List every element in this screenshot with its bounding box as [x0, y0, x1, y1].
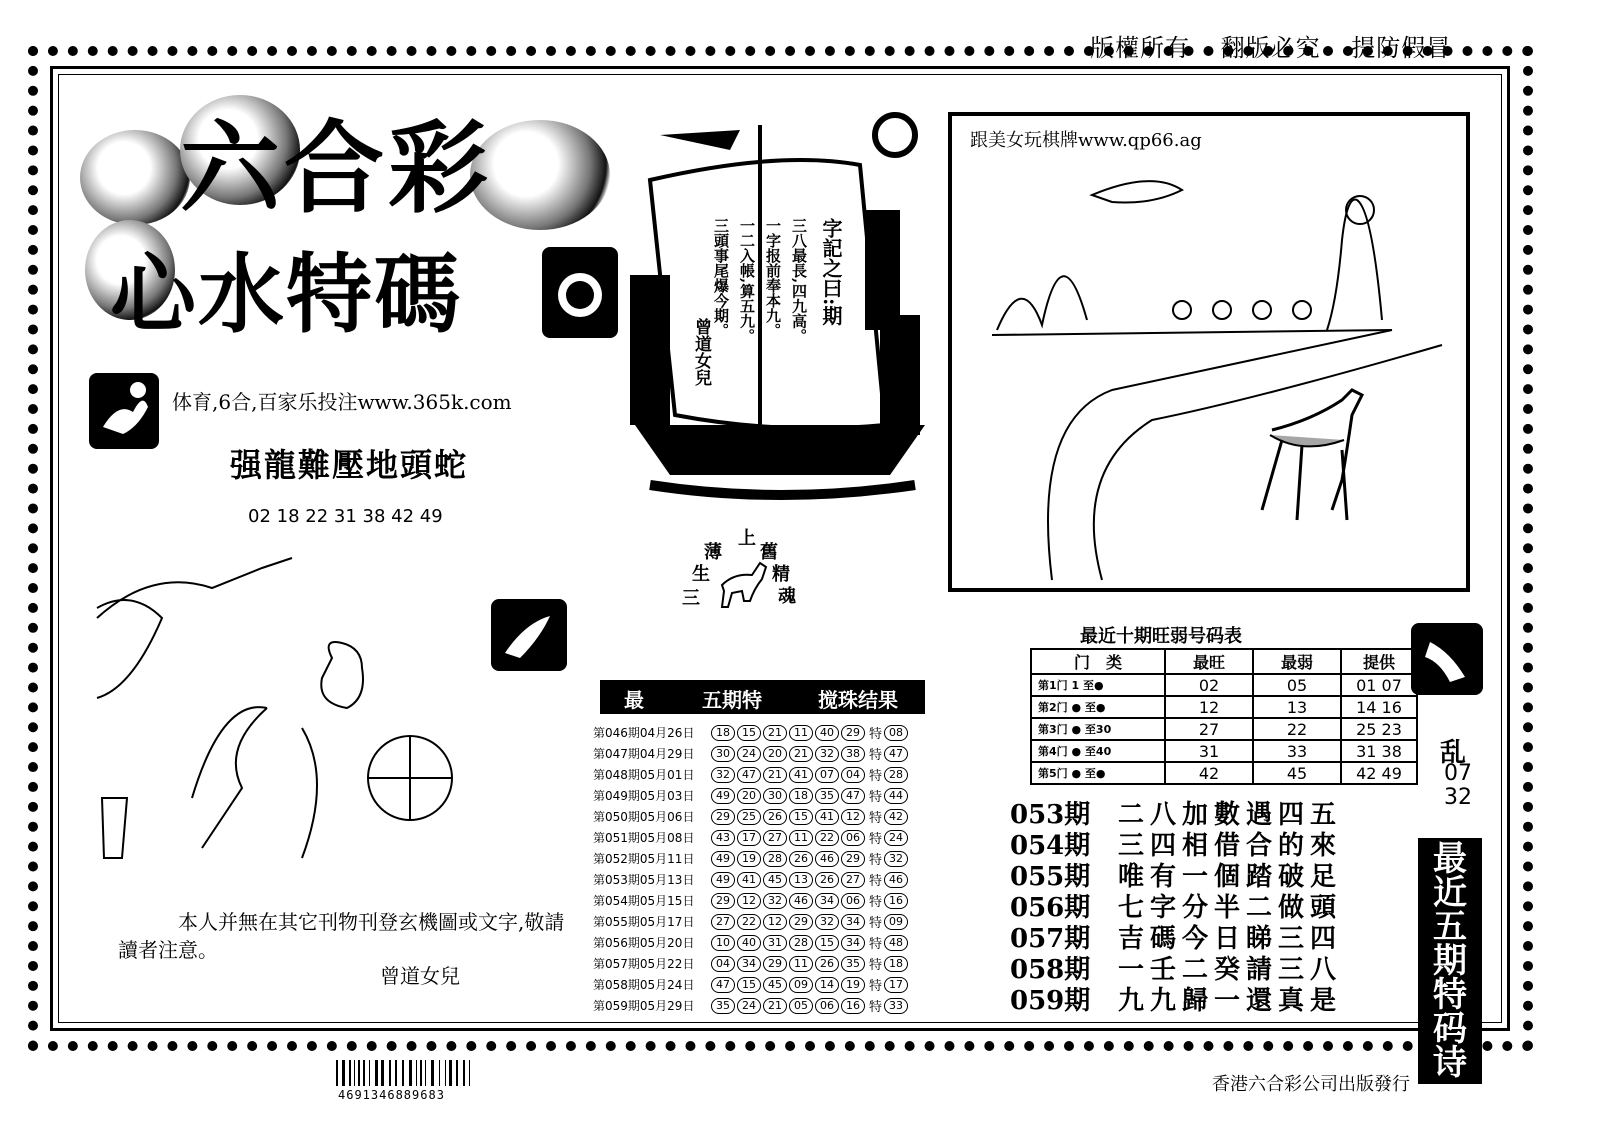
poem-issue: 056期: [1010, 893, 1091, 923]
result-ball: 29: [711, 809, 735, 825]
poem-issue: 057期: [1010, 924, 1091, 954]
ship-line-1: 三八最長,四九高。: [790, 218, 808, 344]
table-cell-provide: 31 38: [1341, 740, 1417, 762]
poem-issue: 058期: [1010, 955, 1091, 985]
barcode-bar: [375, 1060, 378, 1086]
result-date: 第055期05月17日: [593, 915, 695, 929]
horse-icon: [714, 555, 772, 611]
hand-icon: [1410, 622, 1484, 696]
draw-results-list: [593, 722, 910, 1016]
special-ball: 47: [884, 746, 908, 762]
table-cell-gate: 第5门 ● 至●: [1031, 762, 1165, 784]
result-date: 第054期05月15日: [593, 894, 695, 908]
result-ball: 26: [815, 956, 839, 972]
result-ball: 28: [789, 935, 813, 951]
ship-title: 字記之曰:期: [819, 218, 843, 326]
result-ball: 43: [711, 830, 735, 846]
side-glyph: 乱: [1440, 738, 1467, 768]
result-ball: 34: [815, 893, 839, 909]
table-cell-max: 27: [1165, 718, 1253, 740]
special-ball: 42: [884, 809, 908, 825]
hand-icon: [88, 372, 160, 450]
result-ball: 40: [737, 935, 761, 951]
table-row: [1031, 762, 1417, 784]
result-ball: 47: [737, 767, 761, 783]
special-marker: 特: [869, 853, 883, 868]
results-header-part: 五期特: [702, 688, 762, 712]
result-ball: 29: [789, 914, 813, 930]
barcode-bar: [445, 1060, 446, 1086]
result-ball: 11: [789, 956, 813, 972]
side-code-line: 07: [1444, 761, 1472, 786]
table-row: [1031, 740, 1417, 762]
result-ball: 26: [789, 851, 813, 867]
horse-char: 魂: [778, 586, 796, 607]
result-ball: 38: [841, 746, 865, 762]
barcode: [334, 1060, 474, 1088]
table-cell-min: 33: [1253, 740, 1341, 762]
side-code: [1444, 762, 1472, 810]
deer-landscape-illustration: [952, 150, 1466, 588]
poem-issue: 059期: [1010, 986, 1091, 1016]
result-ball: 32: [763, 893, 787, 909]
poem-line: [1010, 986, 1342, 1017]
result-ball: 35: [711, 998, 735, 1014]
result-date: 第059期05月29日: [593, 999, 695, 1013]
table-cell-provide: 25 23: [1341, 718, 1417, 740]
table-header: 最旺: [1165, 649, 1253, 674]
result-date: 第058期05月24日: [593, 978, 695, 992]
results-header: [600, 680, 925, 714]
slogan: 强龍難壓地頭蛇: [230, 446, 469, 484]
table-cell-max: 31: [1165, 740, 1253, 762]
result-ball: 21: [789, 746, 813, 762]
special-marker: 特: [869, 916, 883, 931]
result-ball: 15: [815, 935, 839, 951]
special-ball: 48: [884, 935, 908, 951]
result-ball: 06: [841, 893, 865, 909]
ship-line-3: 一二入帳,算五九。: [738, 218, 756, 344]
result-row: [593, 785, 910, 806]
ship-author: 曾道女兒: [691, 318, 711, 386]
result-ball: 41: [789, 767, 813, 783]
result-ball: 32: [815, 914, 839, 930]
poem-text: 七字分半二做頭: [1118, 893, 1343, 923]
copyright-text-1: 版權所有: [1090, 34, 1190, 62]
special-marker: 特: [869, 1000, 883, 1015]
result-ball: 35: [841, 956, 865, 972]
poem-text: 唯有一個踏破足: [1118, 862, 1343, 892]
special-ball: 24: [884, 830, 908, 846]
poem-text: 吉碼今日睇三四: [1118, 924, 1343, 954]
result-ball: 20: [737, 788, 761, 804]
result-ball: 32: [711, 767, 735, 783]
special-ball: 08: [884, 725, 908, 741]
table-cell-min: 13: [1253, 696, 1341, 718]
result-ball: 04: [841, 767, 865, 783]
result-ball: 47: [711, 977, 735, 993]
poem-issue: 055期: [1010, 862, 1091, 892]
result-ball: 15: [789, 809, 813, 825]
result-ball: 49: [711, 788, 735, 804]
result-row: [593, 869, 910, 890]
special-ball: 16: [884, 893, 908, 909]
result-ball: 21: [763, 767, 787, 783]
result-row: [593, 995, 910, 1016]
special-ball: 09: [884, 914, 908, 930]
fruit-icon: [540, 245, 620, 340]
barcode-number: 4691346889683: [338, 1088, 445, 1102]
result-row: [593, 932, 910, 953]
special-ball: 44: [884, 788, 908, 804]
special-ball: 17: [884, 977, 908, 993]
barcode-bar: [389, 1060, 391, 1086]
special-marker: 特: [869, 727, 883, 742]
result-ball: 15: [737, 725, 761, 741]
halo-decoration: [80, 130, 190, 225]
result-ball: 45: [763, 872, 787, 888]
result-ball: 17: [737, 830, 761, 846]
result-date: 第048期05月01日: [593, 768, 695, 782]
barcode-bar: [469, 1060, 470, 1086]
result-ball: 11: [789, 725, 813, 741]
table-header: 最弱: [1253, 649, 1341, 674]
special-marker: 特: [869, 979, 883, 994]
special-ball: 33: [884, 998, 908, 1014]
barcode-bar: [416, 1060, 417, 1086]
table-cell-provide: 14 16: [1341, 696, 1417, 718]
barcode-bar: [402, 1060, 404, 1086]
special-marker: 特: [869, 811, 883, 826]
result-ball: 11: [789, 830, 813, 846]
barcode-bar: [369, 1060, 370, 1086]
result-ball: 09: [789, 977, 813, 993]
table-cell-provide: 42 49: [1341, 762, 1417, 784]
result-row: [593, 764, 910, 785]
barcode-bar: [431, 1060, 434, 1086]
poem-text: 三四相借合的來: [1118, 831, 1343, 861]
cat-with-ball-illustration: [92, 548, 462, 878]
table-row: [1031, 696, 1417, 718]
result-ball: 41: [815, 809, 839, 825]
poem-line: [1010, 800, 1342, 831]
special-ball: 32: [884, 851, 908, 867]
lucky-numbers: 02 18 22 31 38 42 49: [248, 506, 443, 527]
result-row: [593, 890, 910, 911]
result-ball: 16: [841, 998, 865, 1014]
result-ball: 20: [763, 746, 787, 762]
result-date: 第053期05月13日: [593, 873, 695, 887]
barcode-bar: [463, 1060, 465, 1086]
barcode-bar: [425, 1060, 426, 1086]
table-cell-min: 22: [1253, 718, 1341, 740]
result-date: 第050期05月06日: [593, 810, 695, 824]
result-ball: 49: [711, 872, 735, 888]
result-ball: 26: [763, 809, 787, 825]
table-cell-max: 12: [1165, 696, 1253, 718]
horse-char: 薄: [704, 542, 722, 563]
barcode-bar: [395, 1060, 397, 1086]
barcode-bar: [336, 1060, 338, 1086]
result-ball: 40: [815, 725, 839, 741]
special-marker: 特: [869, 895, 883, 910]
result-row: [593, 722, 910, 743]
sports-betting-ad: 体育,6合,百家乐投注www.365k.com: [172, 390, 512, 414]
result-ball: 28: [763, 851, 787, 867]
result-ball: 14: [815, 977, 839, 993]
barcode-bar: [449, 1060, 452, 1086]
result-ball: 41: [737, 872, 761, 888]
horse-char: 三: [682, 588, 700, 609]
result-ball: 27: [841, 872, 865, 888]
hand-icon: [490, 598, 568, 672]
result-ball: 24: [737, 746, 761, 762]
result-ball: 18: [789, 788, 813, 804]
result-ball: 22: [737, 914, 761, 930]
horse-char: 上: [738, 528, 756, 549]
poem-line: [1010, 955, 1342, 986]
result-ball: 10: [711, 935, 735, 951]
strength-table-title: 最近十期旺弱号码表: [1080, 626, 1242, 647]
masthead-title: 六合彩: [180, 109, 492, 227]
barcode-bar: [342, 1060, 345, 1086]
side-code-line: 32: [1444, 785, 1472, 810]
result-ball: 27: [711, 914, 735, 930]
result-date: 第046期04月26日: [593, 726, 695, 740]
result-ball: 35: [815, 788, 839, 804]
result-ball: 24: [737, 998, 761, 1014]
result-ball: 12: [763, 914, 787, 930]
poem-line: [1010, 924, 1342, 955]
table-cell-gate: 第1门 1 至●: [1031, 674, 1165, 696]
result-ball: 49: [711, 851, 735, 867]
copyright-text-3: 提防假冒: [1351, 34, 1452, 62]
result-ball: 34: [841, 914, 865, 930]
special-ball: 28: [884, 767, 908, 783]
barcode-bar: [409, 1060, 412, 1086]
result-ball: 22: [815, 830, 839, 846]
ship-line-2: 一字报前奉本九。: [764, 218, 782, 338]
poem-list: [1010, 800, 1342, 1017]
ship-line-4: 三頭事尾爆今期。: [712, 218, 730, 338]
result-ball: 06: [815, 998, 839, 1014]
result-ball: 06: [841, 830, 865, 846]
notice-signature: 曾道女兒: [380, 964, 460, 988]
barcode-bar: [381, 1060, 384, 1086]
poem-text: 二八加數遇四五: [1118, 800, 1343, 830]
result-ball: 29: [763, 956, 787, 972]
result-ball: 21: [763, 998, 787, 1014]
result-date: 第057期05月22日: [593, 957, 695, 971]
poem-line: [1010, 862, 1342, 893]
result-ball: 45: [763, 977, 787, 993]
barcode-bar: [439, 1060, 440, 1086]
result-date: 第051期05月08日: [593, 831, 695, 845]
barcode-bar: [456, 1060, 458, 1086]
result-row: [593, 974, 910, 995]
result-ball: 21: [763, 725, 787, 741]
barcode-bar: [363, 1060, 365, 1086]
special-marker: 特: [869, 937, 883, 952]
result-row: [593, 953, 910, 974]
special-marker: 特: [869, 874, 883, 889]
result-row: [593, 911, 910, 932]
side-vertical-label: 最 近 五 期 特 码 诗: [1418, 838, 1482, 1084]
copyright-text-2: 翻版必究: [1220, 34, 1321, 62]
table-header: 提供: [1341, 649, 1417, 674]
result-ball: 13: [789, 872, 813, 888]
table-cell-gate: 第3门 ● 至30: [1031, 718, 1165, 740]
result-date: 第049期05月03日: [593, 789, 695, 803]
result-row: [593, 806, 910, 827]
special-marker: 特: [869, 748, 883, 763]
table-cell-max: 02: [1165, 674, 1253, 696]
result-ball: 32: [815, 746, 839, 762]
results-header-part: 搅珠结果: [818, 688, 898, 712]
result-ball: 27: [763, 830, 787, 846]
horse-char: 生: [692, 564, 710, 585]
table-cell-min: 05: [1253, 674, 1341, 696]
result-ball: 12: [737, 893, 761, 909]
table-row: [1031, 718, 1417, 740]
copyright-line: [1090, 28, 1473, 63]
table-cell-provide: 01 07: [1341, 674, 1417, 696]
special-ball: 18: [884, 956, 908, 972]
table-header: 门 类: [1031, 649, 1165, 674]
result-ball: 31: [763, 935, 787, 951]
result-ball: 05: [789, 998, 813, 1014]
result-ball: 29: [841, 725, 865, 741]
result-date: 第056期05月20日: [593, 936, 695, 950]
results-header-part: 最: [624, 688, 644, 712]
result-ball: 29: [841, 851, 865, 867]
barcode-bar: [349, 1060, 351, 1086]
special-marker: 特: [869, 832, 883, 847]
table-cell-gate: 第4门 ● 至40: [1031, 740, 1165, 762]
special-marker: 特: [869, 790, 883, 805]
result-row: [593, 848, 910, 869]
result-ball: 04: [711, 956, 735, 972]
poem-line: [1010, 831, 1342, 862]
table-cell-gate: 第2门 ● 至●: [1031, 696, 1165, 718]
table-cell-min: 45: [1253, 762, 1341, 784]
result-date: 第052期05月11日: [593, 852, 695, 866]
horse-char: 舊: [760, 542, 778, 563]
poem-line: [1010, 893, 1342, 924]
result-ball: 46: [789, 893, 813, 909]
table-cell-max: 42: [1165, 762, 1253, 784]
barcode-bar: [420, 1060, 422, 1086]
strength-table: [1030, 648, 1418, 785]
special-marker: 特: [869, 769, 883, 784]
poem-issue: 053期: [1010, 800, 1091, 830]
table-row: [1031, 674, 1417, 696]
barcode-bar: [358, 1060, 360, 1086]
special-ball: 46: [884, 872, 908, 888]
result-ball: 34: [737, 956, 761, 972]
masthead-subtitle: 心水特碼: [110, 244, 462, 345]
result-ball: 25: [737, 809, 761, 825]
poem-text: 一壬二癸請三八: [1118, 955, 1343, 985]
barcode-bar: [354, 1060, 355, 1086]
disclaimer-notice: 本人并無在其它刊物刊登玄機圖或文字,敬請讀者注意。: [118, 910, 565, 962]
result-ball: 34: [841, 935, 865, 951]
result-ball: 19: [737, 851, 761, 867]
result-ball: 30: [711, 746, 735, 762]
result-ball: 12: [841, 809, 865, 825]
result-row: [593, 743, 910, 764]
result-ball: 18: [711, 725, 735, 741]
result-ball: 19: [841, 977, 865, 993]
poem-issue: 054期: [1010, 831, 1091, 861]
special-marker: 特: [869, 958, 883, 973]
poem-text: 九九歸一還真是: [1118, 986, 1343, 1016]
result-ball: 29: [711, 893, 735, 909]
result-ball: 47: [841, 788, 865, 804]
result-ball: 07: [815, 767, 839, 783]
result-ball: 15: [737, 977, 761, 993]
result-ball: 26: [815, 872, 839, 888]
horse-char: 精: [772, 564, 790, 585]
result-ball: 30: [763, 788, 787, 804]
cards-ad: 跟美女玩棋牌www.qp66.ag: [970, 130, 1202, 151]
result-date: 第047期04月29日: [593, 747, 695, 761]
result-ball: 46: [815, 851, 839, 867]
publisher: 香港六合彩公司出版發行: [1212, 1074, 1410, 1095]
result-row: [593, 827, 910, 848]
